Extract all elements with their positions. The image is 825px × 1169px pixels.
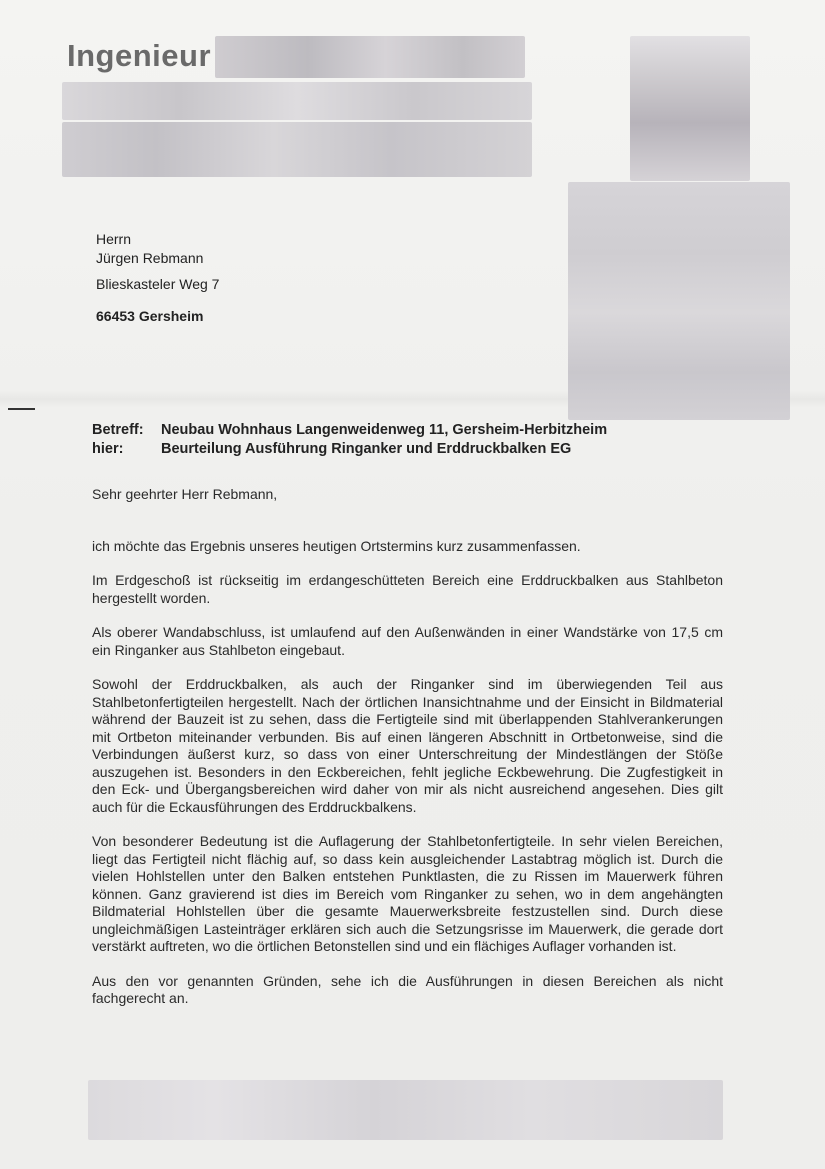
recipient-name: Jürgen Rebmann <box>96 250 204 266</box>
body-paragraph-4: Sowohl der Erddruckbalken, als auch der Ringanker sind im überwiegenden Teil aus Stahlbetonfertigteilen hergestellt. Nach der örtlichen Inansichtnahme und der Einsicht in Bildmaterial während der Bauzeit ist zu sehen, dass die Fertigteile sind mit überlappenden Stahlverankerungen mit Ortbeton miteinander verbunden. Bis auf einen längeren Abschnitt in Ortbetonweise, sind die Verbindungen äußerst kurz, so dass von einer Unterschreitung der Mindestlängen der Stöße auszugehen ist. Besonders in den Eckbereichen, fehlt jegliche Eckbewehrung. Die Zugfestigkeit in den Eck- und Übergangsbereichen wird daher von mir als nicht ausreichend angesehen. Dies gilt auch für die Eckausführungen des Erddruckbalkens. <box>92 676 723 815</box>
body-paragraph-6: Aus den vor genannten Gründen, sehe ich die Ausführungen in diesen Bereichen als nicht fachgerecht an. <box>92 972 723 1006</box>
body-paragraph-3: Als oberer Wandabschluss, ist umlaufend auf den Außenwänden in einer Wandstärke von 17,5 cm ein Ringanker aus Stahlbeton eingebaut. <box>92 624 723 658</box>
betreff-text: Neubau Wohnhaus Langenweidenweg 11, Gersheim-Herbitzheim <box>161 422 608 438</box>
body-paragraph-1: ich möchte das Ergebnis unseres heutigen Ortstermins kurz zusammenfassen. <box>92 537 581 554</box>
hier-label: hier: <box>92 441 124 457</box>
betreff-label: Betreff: <box>92 422 144 438</box>
body-paragraph-5: Von besonderer Bedeutung ist die Auflagerung der Stahlbetonfertigteile. In sehr vielen Bereichen, liegt das Fertigteil nicht flächig auf, so dass kein ausgleichender Lastabtrag möglich ist. Durch die vielen Hohlstellen unter den Balken entstehen Punktlasten, die zu Rissen im Mauerwerk führen können. Ganz gravierend ist dies im Bereich vom Ringanker zu sehen, wo in dem angehängten Bildmaterial Hohlstellen über die gesamte Mauerwerksbreite festzustellen sind. Durch diese ungleichmäßigen Lasteinträger erklären sich auch die Setzungsrisse im Mauerwerk, die gerade dort verstärkt auftreten, wo die örtlichen Betonstellen sind und ein flächiges Auflager vorhanden ist. <box>92 833 723 954</box>
subject-row-hier <box>92 440 607 459</box>
hier-text: Beurteilung Ausführung Ringanker und Erddruckbalken EG <box>161 441 572 457</box>
fold-mark <box>8 408 35 410</box>
body-paragraph-2: Im Erdgeschoß ist rückseitig im erdangeschütteten Bereich eine Erddruckbalken aus Stahlbeton hergestellt worden. <box>92 572 723 606</box>
recipient-address <box>96 230 219 326</box>
company-name: Ingenieur <box>67 38 212 73</box>
redacted-footer <box>88 1080 723 1140</box>
redacted-company-name <box>215 36 525 78</box>
letter-body <box>92 486 723 1025</box>
subject-row-betreff <box>92 421 607 440</box>
redacted-letterhead-line-2 <box>62 122 532 177</box>
recipient-street: Blieskasteler Weg 7 <box>96 276 220 292</box>
redacted-letterhead-line-1 <box>62 82 532 120</box>
redacted-sender-column <box>568 182 790 420</box>
redacted-logo <box>630 36 750 181</box>
recipient-salutation-line: Herrn <box>96 231 132 247</box>
recipient-city: 66453 Gersheim <box>96 308 204 324</box>
letter-salutation: Sehr geehrter Herr Rebmann, <box>92 486 278 502</box>
subject-block <box>92 421 607 459</box>
